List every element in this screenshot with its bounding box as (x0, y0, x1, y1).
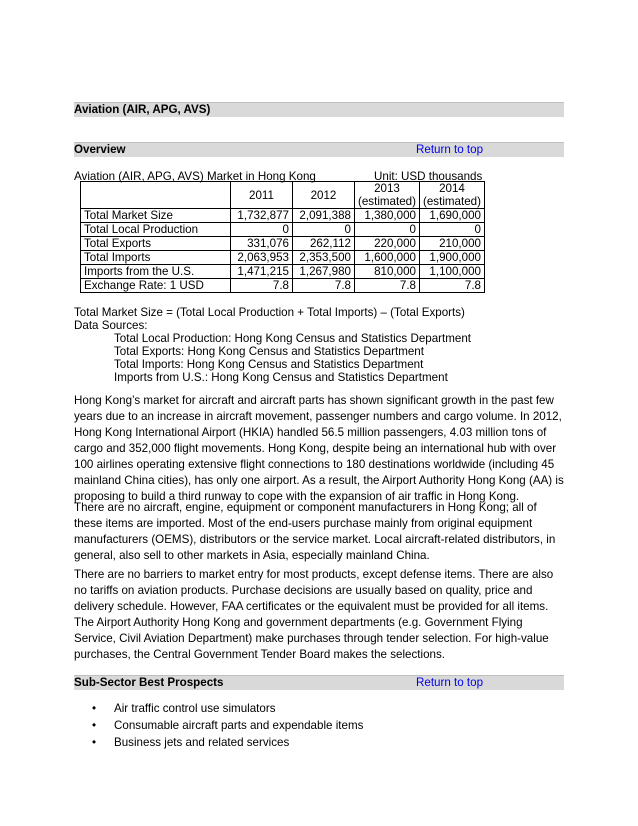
paragraph-market-entry: There are no barriers to market entry for most products, except defense items. There are also no tariffs on aviation products. Purchase decisions are usually based on quality, price and delivery schedule. However, FAA certificates or the equivalent must be provided for all items. The Airport Authority Hong Kong and government departments (e.g. Government Flying Service, Civil Aviation Department) make purchases through tender selection. For high-value purchases, the Central Government Tender Board makes the selections. (74, 568, 554, 661)
data-source-item: Total Imports: Hong Kong Census and Statistics Department (114, 358, 424, 371)
table-row (81, 223, 485, 237)
table-cell: Imports from the U.S. (81, 265, 231, 279)
table-row (81, 251, 485, 265)
table-row (81, 265, 485, 279)
table-header-cell (81, 182, 231, 209)
table-cell: 0 (420, 223, 485, 237)
return-to-top-link[interactable]: Return to top (416, 143, 484, 156)
table-cell: 1,100,000 (420, 265, 485, 279)
bullet-icon: • (92, 702, 97, 715)
market-size-formula: Total Market Size = (Total Local Production + Total Imports) – (Total Exports) (74, 306, 465, 319)
table-cell: Total Exports (81, 237, 231, 251)
paragraph-market-growth: Hong Kong’s market for aircraft and aircraft parts has shown significant growth in the past few years due to an increase in aircraft movement, passenger numbers and cargo volume. In 2012, Hong Kong International Airport (HKIA) handled 56.5 million passengers, 4.03 million tons of cargo and 352,000 flight movements. Hong Kong, despite being an international hub with over 100 airlines operating extensive flight connections to 180 destinations worldwide (including 45 mainland China cities), has only one airport. As a result, the Airport Authority Hong Kong (AA) is proposing to build a third runway to cope with the expansion of air traffic in Hong Kong. (74, 394, 564, 503)
bullet-icon: • (92, 719, 97, 732)
return-to-top-link[interactable]: Return to top (416, 676, 484, 689)
table-cell: 1,600,000 (355, 251, 420, 265)
section-header-overview (74, 142, 564, 157)
table-cell: 262,112 (293, 237, 355, 251)
table-cell: 2,063,953 (231, 251, 293, 265)
data-source-item: Total Exports: Hong Kong Census and Statistics Department (114, 345, 424, 358)
table-cell: 1,900,000 (420, 251, 485, 265)
market-table (80, 181, 485, 293)
table-cell: 7.8 (420, 279, 485, 293)
table-cell: Total Imports (81, 251, 231, 265)
table-cell: 2,091,388 (293, 209, 355, 223)
table-cell: 1,732,877 (231, 209, 293, 223)
table-cell: 220,000 (355, 237, 420, 251)
document-title: Aviation (AIR, APG, AVS) (74, 103, 211, 116)
table-cell: Exchange Rate: 1 USD (81, 279, 231, 293)
table-cell: Total Market Size (81, 209, 231, 223)
bullet-icon: • (92, 736, 97, 749)
data-sources-label: Data Sources: (74, 319, 148, 332)
table-cell: 1,471,215 (231, 265, 293, 279)
table-cell: Total Local Production (81, 223, 231, 237)
table-header-cell: 2012 (293, 182, 355, 209)
table-cell: 1,380,000 (355, 209, 420, 223)
list-item: • Business jets and related services (92, 736, 290, 749)
table-cell: 210,000 (420, 237, 485, 251)
table-cell: 7.8 (355, 279, 420, 293)
table-cell: 810,000 (355, 265, 420, 279)
section-header-subsector (74, 675, 564, 690)
table-cell: 0 (355, 223, 420, 237)
table-unit: Unit: USD thousands (374, 170, 483, 183)
data-source-item: Total Local Production: Hong Kong Census and Statistics Department (114, 332, 472, 345)
table-cell: 331,076 (231, 237, 293, 251)
list-item: • Consumable aircraft parts and expendable items (92, 719, 364, 732)
table-cell: 7.8 (293, 279, 355, 293)
table-cell: 7.8 (231, 279, 293, 293)
subsector-title: Sub-Sector Best Prospects (74, 676, 224, 689)
table-cell: 0 (293, 223, 355, 237)
best-prospects-list (74, 700, 363, 751)
data-source-item: Imports from U.S.: Hong Kong Census and Statistics Department (114, 371, 448, 384)
table-header-cell: 2013 (estimated) (355, 182, 420, 209)
table-row (81, 279, 485, 293)
table-cell: 1,267,980 (293, 265, 355, 279)
table-header-row (81, 182, 485, 209)
paragraph-manufacturers: There are no aircraft, engine, equipment or component manufacturers in Hong Kong; all of these items are imported. Most of the end-users purchase mainly from original equipment manufacturers (OEMS), distributors or the service market. Local aircraft-related distributors, in general, also sell to other markets in Asia, especially mainland China. (74, 501, 556, 562)
table-cell: 2,353,500 (293, 251, 355, 265)
table-row (81, 237, 485, 251)
table-caption: Aviation (AIR, APG, AVS) Market in Hong Kong (74, 170, 316, 183)
list-item: • Air traffic control use simulators (92, 702, 276, 715)
table-cell: 0 (231, 223, 293, 237)
table-header-cell: 2014 (estimated) (420, 182, 485, 209)
table-header-cell: 2011 (231, 182, 293, 209)
section-header-aviation (74, 102, 564, 117)
overview-title: Overview (74, 143, 126, 156)
table-cell: 1,690,000 (420, 209, 485, 223)
table-row (81, 209, 485, 223)
